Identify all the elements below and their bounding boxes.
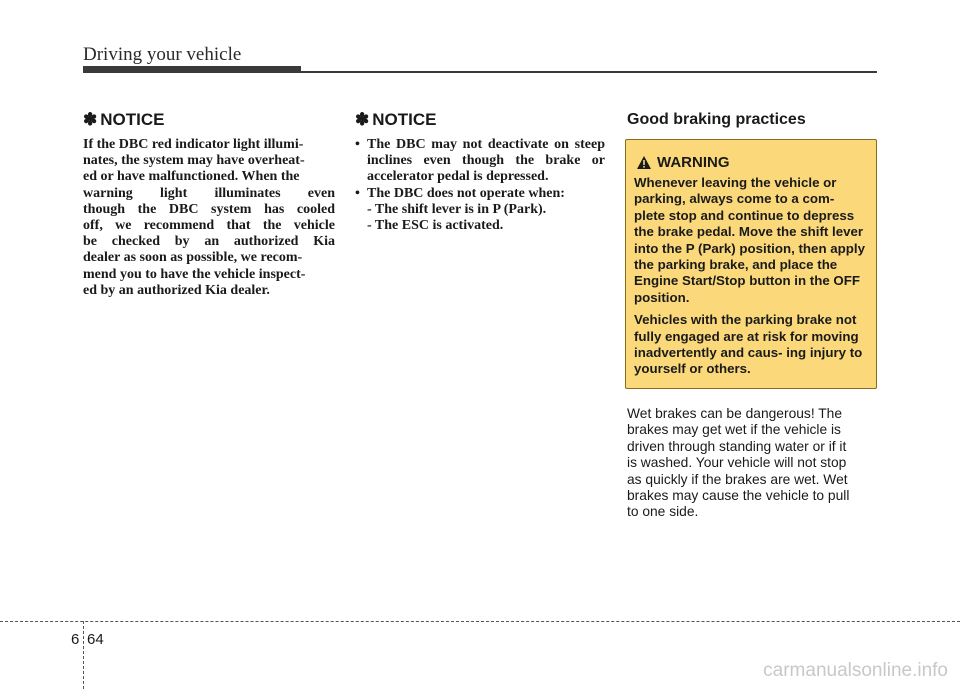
- body-line: brakes may cause the vehicle to pull: [627, 487, 850, 503]
- bullet-text: The DBC may not deactivate on steep inclines even though the brake or accelerator pedal is depressed.: [367, 137, 605, 185]
- notice-1-line: be checked by an authorized Kia: [83, 234, 335, 250]
- notice-star-icon: ✽: [83, 110, 98, 129]
- warning-paragraph: Vehicles with the parking brake not fully engaged are at risk for moving inadvertently and caus- ing injury to yourself or others.: [634, 312, 863, 377]
- sub-item: - The shift lever is in P (Park).: [367, 201, 547, 217]
- warning-box: [625, 139, 877, 389]
- good-braking-practices: [625, 110, 877, 521]
- bullet-mark: •: [355, 185, 360, 201]
- page-header-title: Driving your vehicle: [83, 44, 242, 65]
- body-line: to one side.: [627, 504, 699, 520]
- warning-title-label: WARNING: [657, 154, 730, 171]
- notice-1-line: dealer as soon as possible, we recom-: [83, 250, 303, 266]
- chapter-number: 6: [71, 631, 80, 648]
- body-line: as quickly if the brakes are wet. Wet: [627, 471, 848, 487]
- notice-heading-label: NOTICE: [100, 110, 165, 129]
- page-number: 64: [87, 631, 104, 648]
- sub-item: - The ESC is activated.: [367, 218, 504, 234]
- section-heading: Good braking practices: [627, 111, 806, 128]
- notice-2-body: [355, 137, 605, 234]
- footer-rule: [0, 621, 960, 622]
- bullet-item: [355, 186, 605, 202]
- notice-dbc-deactivation: [355, 110, 605, 234]
- warning-triangle-icon: [636, 155, 652, 170]
- notice-dbc-indicator: [83, 110, 335, 299]
- header-rule-thin: [83, 71, 877, 73]
- warning-title: [636, 154, 868, 171]
- notice-1-line: ed by an authorized Kia dealer.: [83, 282, 270, 298]
- footer-divider: [83, 621, 84, 689]
- notice-1-line: though the DBC system has cooled: [83, 201, 335, 217]
- bullet-item: [355, 137, 605, 186]
- notice-heading-label: NOTICE: [372, 110, 437, 129]
- notice-1-line: warning light illuminates even: [83, 185, 335, 201]
- bullet-mark: •: [355, 137, 360, 152]
- warning-paragraph: Whenever leaving the vehicle or parking, always come to a com- plete stop and continue to depress the brake pedal. Move the shift lever into the P (Park) position, then apply the parking brake, and place the Engine Start/Stop button in the OFF position.: [634, 175, 865, 305]
- watermark: carmanualsonline.info: [763, 660, 948, 681]
- body-line: is washed. Your vehicle will not stop: [627, 455, 847, 471]
- wet-brakes-paragraph: [627, 406, 877, 521]
- notice-heading-1: [83, 110, 335, 130]
- bullet-text: The DBC does not operate when:: [367, 185, 565, 201]
- notice-1-line: mend you to have the vehicle inspect-: [83, 266, 306, 282]
- notice-heading-2: [355, 110, 605, 130]
- notice-1-line: nates, the system may have overheat-: [83, 153, 305, 169]
- body-line: Wet brakes can be dangerous! The: [627, 405, 843, 421]
- notice-1-line: If the DBC red indicator light illumi-: [83, 137, 304, 152]
- notice-star-icon: ✽: [355, 110, 370, 129]
- notice-1-body: [83, 137, 335, 299]
- notice-1-line: off, we recommend that the vehicle: [83, 218, 335, 234]
- body-line: brakes may get wet if the vehicle is: [627, 422, 841, 438]
- notice-1-line: ed or have malfunctioned. When the: [83, 169, 300, 185]
- body-line: driven through standing water or if it: [627, 438, 847, 454]
